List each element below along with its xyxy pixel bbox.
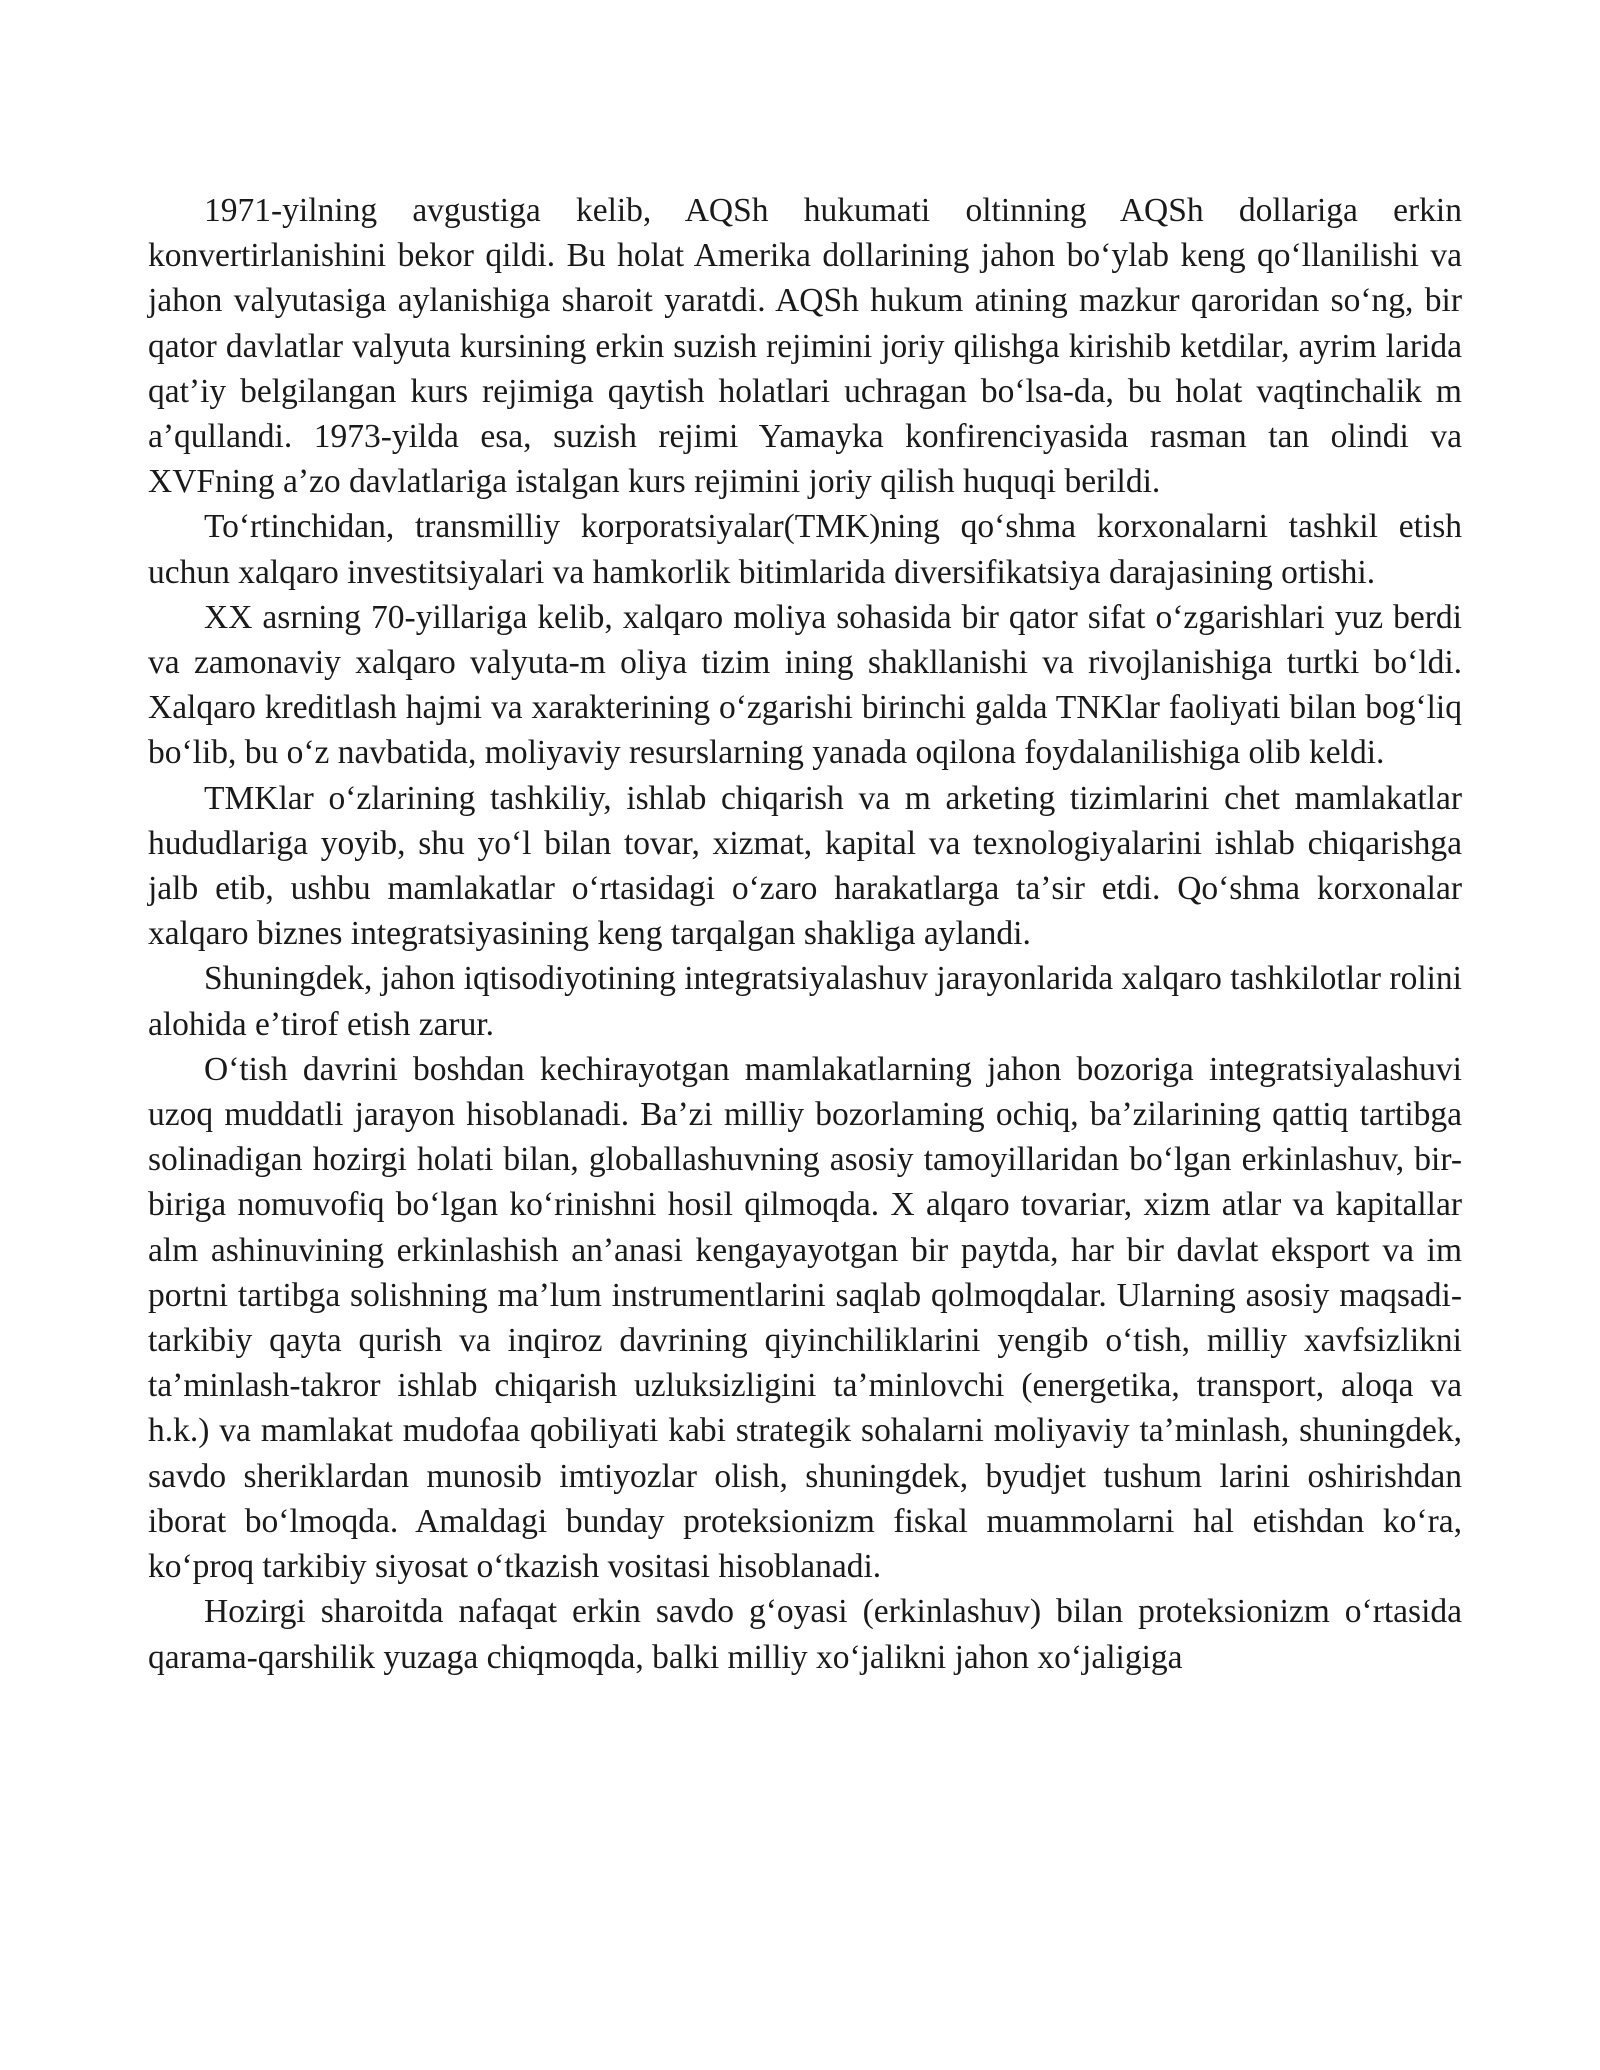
paragraph-1: 1971-yilning avgustiga kelib, AQSh hukumati oltinning AQSh dollariga erkin konvertirlanishini bekor qildi. Bu holat Amerika dollarining jahon boʻylab keng qoʻllanilishi va jahon valyutasiga aylanishiga sharoit yaratdi. AQSh hukum atining mazkur qaroridan soʻng, bir qator davlatlar valyuta kursining erkin suzish rejimini joriy qilishga kirishib ketdilar, ayrim larida qatʼiy belgilangan kurs rejimiga qaytish holatlari uchragan boʻlsa-da, bu holat vaqtinchalik m aʼqullandi. 1973-yilda esa, suzish rejimi Yamayka konfirenciyasida rasman tan olindi va XVFning aʼzo davlatlariga istalgan kurs rejimini joriy qilish huquqi berildi. bbox=[148, 192, 1462, 501]
paragraph-5: Shuningdek, jahon iqtisodiyotining integratsiyalashuv jarayonlarida xalqaro tashkilotlar rolini alohida eʼtirof etish zarur. bbox=[148, 960, 1462, 1043]
paragraph-6: Oʻtish davrini boshdan kechirayotgan mamlakatlarning jahon bozoriga integratsiyalashuvi uzoq muddatli jarayon hisoblanadi. Baʼzi milliy bozorlaming ochiq, baʼzilarining qattiq tartibga solinadigan hozirgi holati bilan, globallashuvning asosiy tamoyillaridan boʻlgan erkinlashuv, bir-biriga nomuvofiq boʻlgan koʻrinishni hosil qilmoqda. X alqaro tovariar, xizm atlar va kapitallar alm ashinuvining erkinlashish anʼanasi kengayayotgan bir paytda, har bir davlat eksport va im portni tartibga solishning maʼlum instrumentlarini saqlab qolmoqdalar. Ularning asosiy maqsadi-tarkibiy qayta qurish va inqiroz davrining qiyinchiliklarini yengib oʻtish, milliy xavfsizlikni taʼminlash-takror ishlab chiqarish uzluksizligini taʼminlovchi (energetika, transport, aloqa va h.k.) va mamlakat mudofaa qobiliyati kabi strategik sohalarni moliyaviy taʼminlash, shuningdek, savdo sheriklardan munosib imtiyozlar olish, shuningdek, byudjet tushum larini oshirishdan iborat boʻlmoqda. Amaldagi bunday proteksionizm fiskal muammolarni hal etishdan koʻra, koʻproq tarkibiy siyosat oʻtkazish vositasi hisoblanadi. bbox=[148, 1050, 1462, 1586]
paragraph-7: Hozirgi sharoitda nafaqat erkin savdo gʻoyasi (erkinlashuv) bilan proteksionizm oʻrtasida qarama-qarshilik yuzaga chiqmoqda, balki milliy xoʻjalikni jahon xoʻjaligiga bbox=[148, 1593, 1462, 1676]
paragraph-3: XX asrning 70-yillariga kelib, xalqaro moliya sohasida bir qator sifat oʻzgarishlari yuz berdi va zamonaviy xalqaro valyuta-m oliya tizim ining shakllanishi va rivojlanishiga turtki boʻldi. Xalqaro kreditlash hajmi va xarakterining oʻzgarishi birinchi galda TNKlar faoliyati bilan bogʻliq boʻlib, bu oʻz navbatida, moliyaviy resurslarning yanada oqilona foydalanilishiga olib keldi. bbox=[148, 598, 1462, 772]
paragraph-2: Toʻrtinchidan, transmilliy korporatsiyalar(TMK)ning qoʻshma korxonalarni tashkil etish uchun xalqaro investitsiyalari va hamkorlik bitimlarida diversifikatsiya darajasining ortishi. bbox=[148, 508, 1462, 591]
paragraph-4: TMKlar oʻzlarining tashkiliy, ishlab chiqarish va m arketing tizimlarini chet mamlakatlar hududlariga yoyib, shu yoʻl bilan tovar, xizmat, kapital va texnologiyalarini ishlab chiqarishga jalb etib, ushbu mamlakatlar oʻrtasidagi oʻzaro harakatlarga taʼsir etdi. Qoʻshma korxonalar xalqaro biznes integratsiyasining keng tarqalgan shakliga aylandi. bbox=[148, 779, 1462, 953]
document-page bbox=[148, 188, 1462, 1680]
